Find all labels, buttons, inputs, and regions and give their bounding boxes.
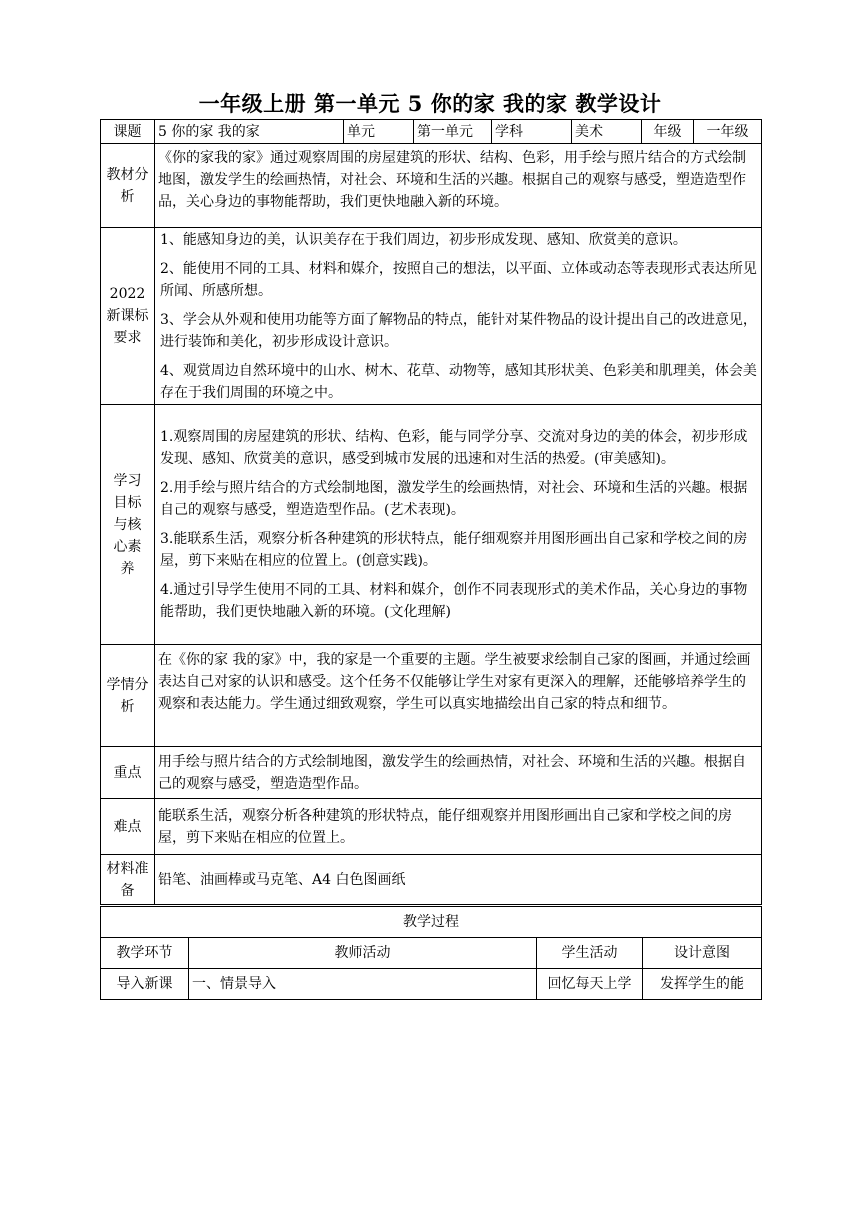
materials-row [101, 855, 762, 905]
standard-item: 1、能感知身边的美，认识美存在于我们周边，初步形成发现、感知、欣赏美的意识。 [160, 231, 687, 248]
unit-label: 单元 [344, 120, 414, 144]
process-heading-row [101, 907, 762, 938]
process-stage: 导入新课 [101, 969, 189, 1000]
student-activity: 回忆每天上学 [537, 969, 643, 1000]
header-row [101, 120, 762, 144]
subject-value: 美术 [572, 120, 642, 144]
objective-item: 4.通过引导学生使用不同的工具、材料和媒介，创作不同表现形式的美术作品，关心身边的事物能帮助，我们更快地融入新的环境。(文化理解) [160, 582, 748, 620]
standard-item: 4、观赏周边自然环境中的山水、树木、花草、动物等，感知其形状美、色彩美和肌理美，体会美存在于我们周围的环境之中。 [160, 362, 757, 401]
objective-item: 1.观察周围的房屋建筑的形状、结构、色彩，能与同学分享、交流对身边的美的体会，初步形成发现、感知、欣赏美的意识，感受到城市发展的迅速和对生活的热爱。(审美感知)。 [160, 429, 748, 467]
objective-item: 2.用手绘与照片结合的方式绘制地图，激发学生的绘画热情，对社会、环境和生活的兴趣。根据自己的观察与感受，塑造造型作品。(艺术表现)。 [160, 480, 748, 518]
objectives-row [101, 405, 762, 645]
standards-row [101, 228, 762, 405]
column-header: 设计意图 [643, 938, 762, 969]
process-heading: 教学过程 [101, 907, 762, 938]
material-analysis-label: 教材分析 [101, 144, 155, 228]
topic-label: 课题 [101, 120, 155, 144]
lesson-info-table [100, 119, 762, 905]
materials-label: 材料准备 [101, 855, 155, 905]
standards-cell [155, 228, 762, 405]
objectives-cell [155, 405, 762, 645]
material-analysis-row [101, 144, 762, 228]
key-points-text: 用手绘与照片结合的方式绘制地图，激发学生的绘画热情，对社会、环境和生活的兴趣。根据自己的观察与感受，塑造造型作品。 [155, 747, 762, 799]
process-columns-row [101, 938, 762, 969]
teaching-process-table [100, 906, 762, 1000]
design-intent: 发挥学生的能 [643, 969, 762, 1000]
subject-label: 学科 [492, 120, 572, 144]
unit-value: 第一单元 [414, 120, 492, 144]
topic-value: 5 你的家 我的家 [155, 120, 344, 144]
difficulties-label: 难点 [101, 799, 155, 855]
document-title: 一年级上册 第一单元 5 你的家 我的家 教学设计 [198, 91, 662, 116]
student-analysis-row [101, 645, 762, 747]
table-row [101, 969, 762, 1000]
key-points-label: 重点 [101, 747, 155, 799]
difficulties-row [101, 799, 762, 855]
teacher-activity: 一、情景导入 [189, 969, 537, 1000]
student-analysis-text: 在《你的家 我的家》中，我的家是一个重要的主题。学生被要求绘制自己家的图画，并通过绘画表达自己对家的认识和感受。这个任务不仅能够让学生对家有更深入的理解，还能够培养学生的观察和表达能力。学生通过细致观察，学生可以真实地描绘出自己家的特点和细节。 [155, 645, 762, 747]
grade-value: 一年级 [694, 120, 762, 144]
column-header: 教学环节 [101, 938, 189, 969]
objectives-label: 学习目标与核心素养 [101, 405, 155, 645]
materials-text: 铅笔、油画棒或马克笔、A4 白色图画纸 [155, 855, 762, 905]
column-header: 教师活动 [189, 938, 537, 969]
objective-item: 3.能联系生活，观察分析各种建筑的形状特点，能仔细观察并用图形画出自己家和学校之间的房屋，剪下来贴在相应的位置上。(创意实践)。 [160, 531, 748, 569]
standard-item: 2、能使用不同的工具、材料和媒介，按照自己的想法，以平面、立体或动态等表现形式表达所见所闻、所感所想。 [160, 260, 757, 299]
key-points-row [101, 747, 762, 799]
grade-label: 年级 [642, 120, 694, 144]
standard-item: 3、学会从外观和使用功能等方面了解物品的特点，能针对某件物品的设计提出自己的改进意见，进行装饰和美化，初步形成设计意识。 [160, 311, 757, 350]
material-analysis-text: 《你的家我的家》通过观察周围的房屋建筑的形状、结构、色彩，用手绘与照片结合的方式绘制地图，激发学生的绘画热情，对社会、环境和生活的兴趣。根据自己的观察与感受，塑造造型作品，关心身边的事物能帮助，我们更快地融入新的环境。 [155, 144, 762, 228]
student-analysis-label: 学情分析 [101, 645, 155, 747]
difficulties-text: 能联系生活，观察分析各种建筑的形状特点，能仔细观察并用图形画出自己家和学校之间的房屋，剪下来贴在相应的位置上。 [155, 799, 762, 855]
column-header: 学生活动 [537, 938, 643, 969]
standards-label: 2022 新课标要求 [101, 228, 155, 405]
